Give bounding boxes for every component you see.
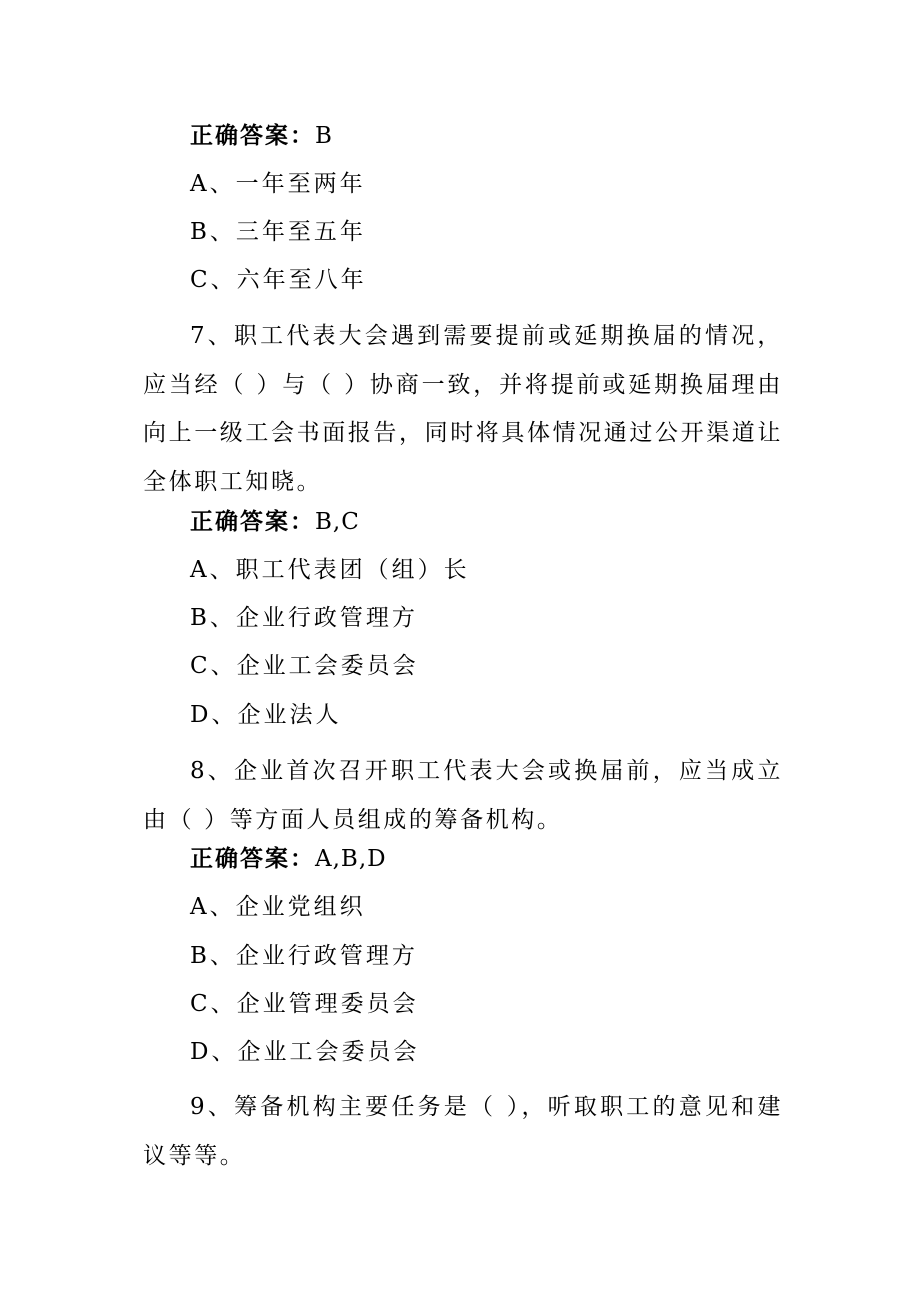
q8-answer-label: 正确答案： — [190, 846, 315, 872]
q6-answer — [190, 121, 333, 151]
q6-option-a: A、一年至两年 — [190, 171, 366, 197]
q8-option-c: C、企业管理委员会 — [190, 991, 419, 1017]
q8-answer — [190, 844, 387, 874]
q7-question: 7、职工代表大会遇到需要提前或延期换届的情况，应当经（ ）与（ ）协商一致，并将提前或延期换届理由向上一级工会书面报告，同时将具体情况通过公开渠道让全体职工知晓。 — [143, 323, 783, 495]
q8-option-d: D、企业工会委员会 — [190, 1039, 420, 1065]
q7-option-a: A、职工代表团（组）长 — [190, 557, 470, 583]
q6-answer-label: 正确答案： — [190, 123, 315, 149]
q8-question: 8、企业首次召开职工代表大会或换届前，应当成立由（ ）等方面人员组成的筹备机构。 — [143, 758, 783, 833]
q7-answer — [190, 507, 360, 537]
q8-answer-value: A,B,D — [315, 846, 387, 872]
q8-option-b: B、企业行政管理方 — [190, 943, 418, 969]
q6-option-c: C、六年至八年 — [190, 267, 367, 293]
q6-answer-value: B — [315, 123, 333, 149]
q8-option-a: A、企业党组织 — [190, 894, 366, 920]
q7-option-b: B、企业行政管理方 — [190, 605, 418, 631]
q7-option-d: D、企业法人 — [190, 702, 342, 728]
q9-question: 9、筹备机构主要任务是（ ），听取职工的意见和建议等等。 — [143, 1094, 783, 1169]
q6-option-b: B、三年至五年 — [190, 219, 366, 245]
q7-answer-label: 正确答案： — [190, 509, 315, 535]
q7-answer-value: B,C — [315, 509, 360, 535]
q7-option-c: C、企业工会委员会 — [190, 653, 419, 679]
